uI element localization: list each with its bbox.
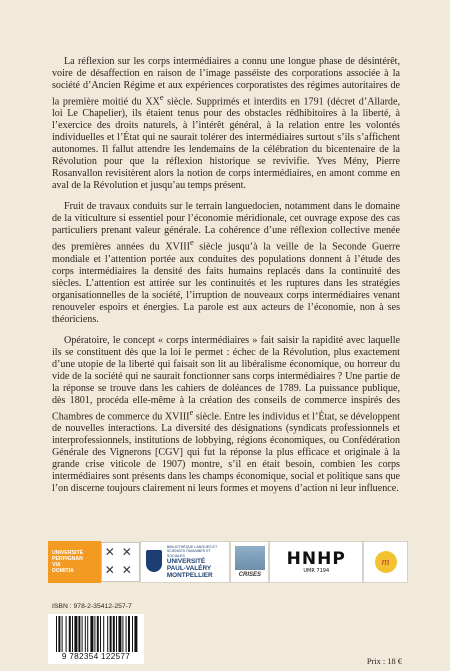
crises-picture bbox=[235, 546, 265, 570]
barcode-bar bbox=[100, 616, 101, 652]
barcode-bar bbox=[87, 616, 88, 652]
paragraph-1: La réflexion sur les corps intermédiaires a connu une longue phase de désintérêt, voire de désaffection en raison de l’image passéiste des corporations associée à la société d’Ancien Régime et aux expériences corporatistes des régimes autoritaires de la première moitié du XXe siècle. Supprimés et interdits en 1791 (décret d’Allarde, loi Le Chapelier), ils étaient tenus pour des obstacles rédhibitoires à la liberté, à l’exercice des droits naturels, à l’intérêt général, à la relation entre les volontés individuelles et l’État qui ne saurait tolérer des intermédiaires surtout s’ils s’affichent autonomes. Il fallut attendre les lendemains de la célébration du bicentenaire de la Révolution pour que la réflexion historique se revivifie. Yves Mény, Pierre Rosanvallon revisitèrent alors la notion de corps intermédiaires, en amont comme en aval de la Révolution et jusqu’au temps présent. bbox=[52, 56, 400, 192]
barcode-bar bbox=[97, 616, 99, 652]
montpellier-university-logo: BIBLIOTHÈQUE LANGUES ET SCIENCES HUMAINES ET SOCIALES UNIVERSITÉ PAUL-VALÉRY MONTPELLIER bbox=[140, 541, 231, 583]
summary-text bbox=[52, 56, 400, 504]
barcode-bar bbox=[128, 616, 130, 652]
barcode-bar bbox=[107, 616, 108, 652]
sun-icon: m bbox=[375, 551, 397, 573]
barcode-bar bbox=[90, 616, 93, 652]
barcode-bar bbox=[132, 616, 133, 652]
paragraph-3: Opératoire, le concept « corps intermédiaires » fait saisir la rapidité avec laquelle ils se constituent dès que la loi le permet : échec de la Révolution, plus exactement d’une utopie de la liberté qui faisait son lit au libéralisme économique, ou horreur du vide de la société qui ne saurait fonctionner sans corps intermédiaires ? Une partie de la réponse se trouve dans les cahiers de doléances de 1789. La puissance publique, dès 1801, procéda elle-même à la création des conseils de commerce inspirés des Chambres de commerce du XVIIIe siècle. Entre les individus et l’État, se développent de nouvelles interactions. La diversité des désignations (syndicats professionnels et interprofessionnels, institutions de lobbying, régions économiques, ou Confédération Générale des Vignerons [CGV] qui fut la réponse la plus efficace et originale à la grande crise viticole de 1907) montre, s’il en était besoin, combien les corps intermédiaires sont présents dans les champs économique, social et politique sans que l’on discerne toujours clairement ni leurs formes et moyens d’action ni leur influence. bbox=[52, 334, 400, 495]
barcode-digits: 9 782354 122577 bbox=[61, 652, 131, 661]
barcode-bar bbox=[66, 616, 67, 652]
barcode-bar bbox=[126, 616, 127, 652]
isbn-label: ISBN : 978-2-35412-257-7 bbox=[52, 603, 132, 610]
barcode-bar bbox=[103, 616, 104, 652]
barcode-bar bbox=[78, 616, 80, 652]
barcode-bar bbox=[94, 616, 95, 652]
barcode-bar bbox=[82, 616, 83, 652]
barcode-bar bbox=[110, 616, 112, 652]
barcode-bar bbox=[113, 616, 115, 652]
barcode-bar bbox=[62, 616, 63, 652]
paragraph-2: Fruit de travaux conduits sur le terrain languedocien, notamment dans le domaine de la viticulture si essentiel pour l’économie méridionale, cet ouvrage expose des cas particuliers prenant valeur générale. La cohérence d’une réflexion collective menée des premières années du XVIIIe siècle jusqu’à la veille de la Seconde Guerre mondiale et l’attention portée aux conduites des populations donnent à l’étude des corps intermédiaires la densité des faits humains replacés dans la continuité des siècles. L’attention est attirée sur les continuités et les ruptures dans les stratégies organisationnelles de la société, l’irruption de nouveaux corps intermédiaires venant renouveler espoirs et énergies. La parole est aux acteurs de l’économie, non à ses théoriciens. bbox=[52, 201, 401, 325]
pattern-logo: ✕ ✕ ✕ ✕ bbox=[101, 542, 140, 582]
barcode-bar bbox=[122, 616, 123, 652]
barcode-bar bbox=[74, 616, 77, 652]
price-label: Prix : 18 € bbox=[366, 657, 402, 666]
crises-logo: CRISES bbox=[230, 541, 269, 583]
shield-icon bbox=[146, 550, 162, 572]
hnhp-logo: HNHP UMR 7194 bbox=[269, 541, 363, 583]
barcode-bar bbox=[56, 616, 57, 652]
barcode-bar bbox=[118, 616, 121, 652]
upvd-logo: UNIVERSITÉ PERPIGNAN VIA DOMITIA bbox=[48, 541, 101, 583]
barcode-bar bbox=[85, 616, 86, 652]
barcode-bars-icon bbox=[56, 616, 140, 652]
barcode-bar bbox=[72, 616, 73, 652]
partner-logos bbox=[48, 540, 408, 584]
barcode-bar bbox=[58, 616, 60, 652]
barcode bbox=[48, 614, 144, 664]
barcode-bar bbox=[134, 616, 137, 652]
barcode-bar bbox=[116, 616, 117, 652]
sun-logo bbox=[363, 541, 408, 583]
barcode-bar bbox=[69, 616, 71, 652]
